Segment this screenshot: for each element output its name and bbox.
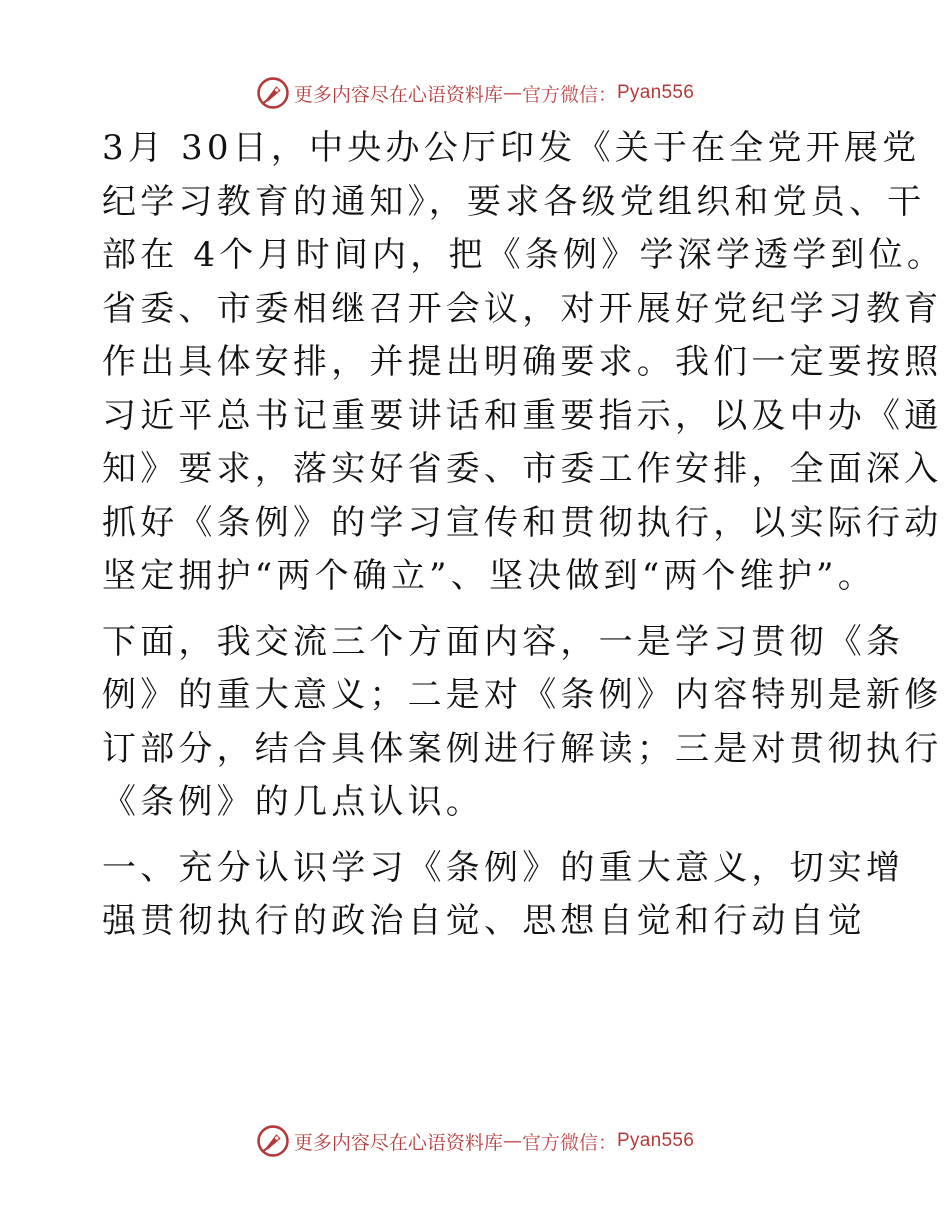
text-line: 坚定拥护“两个确立”、坚决做到“两个维护”。 <box>102 556 876 596</box>
header-watermark <box>0 76 950 110</box>
pen-nib-logo-icon <box>256 76 290 110</box>
text-line: 省委、市委相继召开会议，对开展好党纪学习教育 <box>102 288 943 329</box>
document-body <box>102 122 946 949</box>
watermark-text: 更多内容尽在心语资料库 <box>293 1131 503 1154</box>
text-line: 3月 30日，中央办公厅印发《关于在全党开展党 <box>102 128 921 168</box>
text-line: 下面，我交流三个方面内容，一是学习贯彻《条 <box>102 621 905 662</box>
text-line: 一、充分认识学习《条例》的重大意义，切实增 <box>102 847 905 888</box>
text-line: 抓好《条例》的学习宣传和贯彻执行，以实际行动 <box>102 502 943 543</box>
watermark-label: 官方微信： <box>521 83 617 106</box>
watermark-text: 更多内容尽在心语资料库 <box>293 83 503 106</box>
text-line: 订部分，结合具体案例进行解读；三是对贯彻执行 <box>102 728 943 769</box>
section-heading <box>102 842 905 949</box>
pen-nib-logo-icon <box>256 1124 290 1158</box>
text-line: 作出具体安排，并提出明确要求。我们一定要按照 <box>102 342 943 382</box>
watermark-id: Pyan556 <box>616 1130 695 1151</box>
text-line: 纪学习教育的通知》，要求各级党组织和党员、干 <box>102 181 926 222</box>
watermark-label: 官方微信： <box>521 1131 617 1154</box>
text-line: 部在 4个月时间内，把《条例》学深学透学到位。 <box>102 235 946 275</box>
text-line: 强贯彻执行的政治自觉、思想自觉和行动自觉 <box>102 901 866 941</box>
paragraph-intro <box>102 122 946 604</box>
text-line: 知》要求，落实好省委、市委工作安排，全面深入 <box>102 449 943 489</box>
text-line: 习近平总书记重要讲话和重要指示，以及中办《通 <box>102 395 943 436</box>
text-line: 例》的重大意义；二是对《条例》内容特别是新修 <box>102 675 943 715</box>
paragraph-outline <box>102 616 943 830</box>
footer-watermark <box>0 1124 950 1158</box>
watermark-separator: — <box>502 1130 522 1152</box>
watermark-separator: — <box>502 82 522 104</box>
text-line: 《条例》的几点认识。 <box>102 782 484 822</box>
watermark-id: Pyan556 <box>616 82 695 103</box>
